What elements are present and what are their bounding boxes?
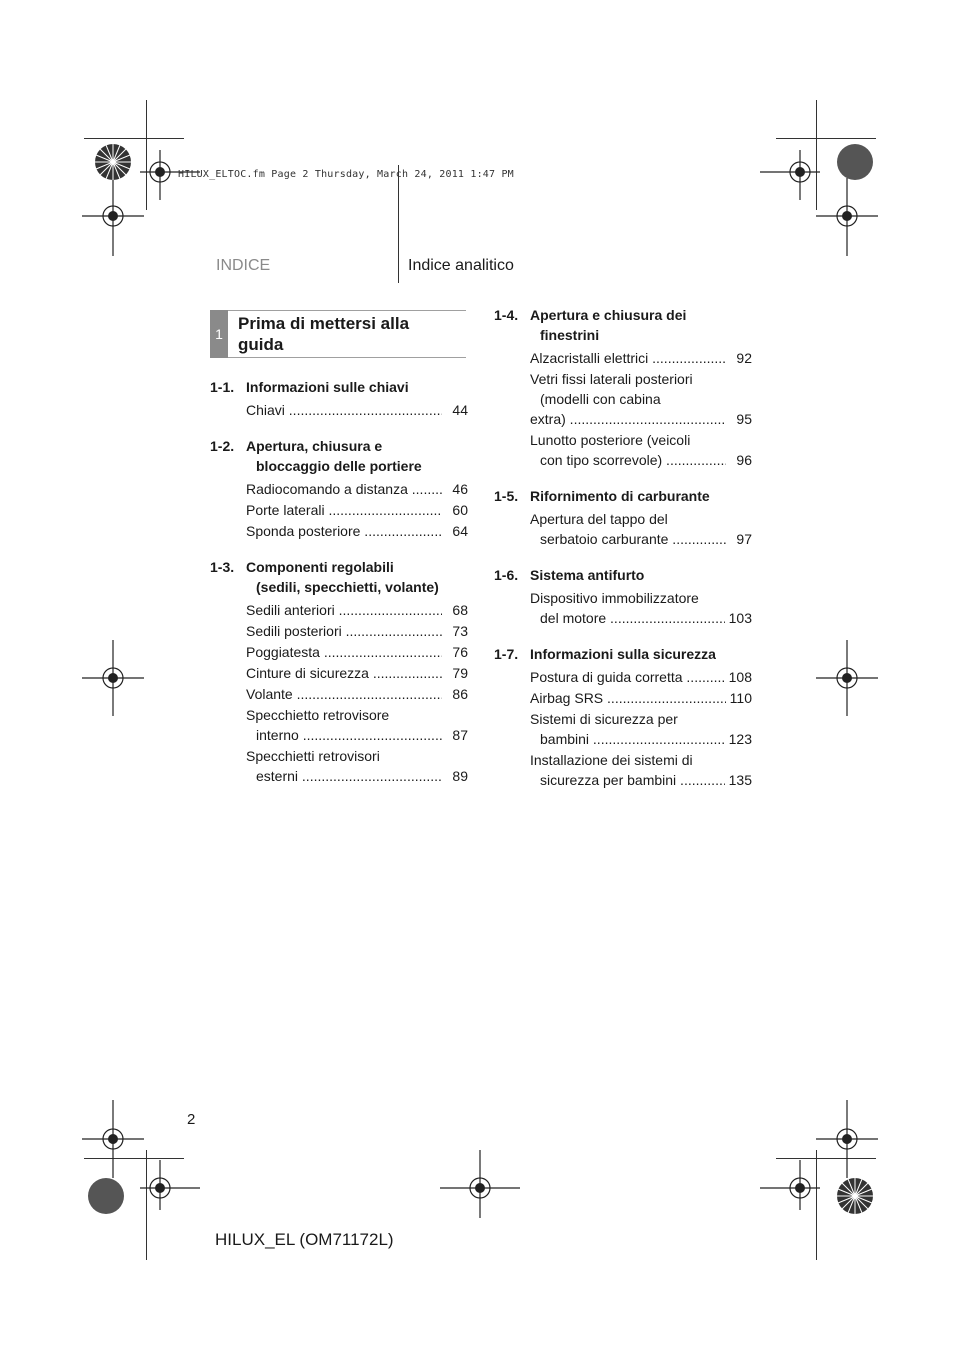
section-rule (228, 310, 466, 311)
toc-entry-line: Alzacristalli elettrici ..... (530, 350, 726, 366)
toc-group-title-line: bloccaggio delle portiere (256, 458, 422, 474)
toc-entry-line: Sedili anteriori ..... (246, 602, 442, 618)
toc-entry-text (246, 663, 442, 683)
toc-entry-page: 108 (728, 669, 752, 685)
toc-entry[interactable] (210, 521, 468, 541)
toc-entry-page: 97 (736, 531, 752, 547)
section-rule (228, 357, 466, 358)
toc-entry-line: Sedili posteriori ..... (246, 623, 442, 639)
toc-entry-line: bambini ..... (530, 729, 725, 749)
toc-entry-line: serbatoio carburante ..... (530, 529, 726, 549)
toc-entry-line: Poggiatesta ..... (246, 644, 442, 660)
toc-group-number: 1-1. (210, 379, 235, 395)
toc-entry-page: 68 (452, 602, 468, 618)
toc-entry-line: Postura di guida corretta ..... (530, 669, 725, 685)
toc-entry-page: 89 (452, 768, 468, 784)
crosshair-icon (140, 1160, 200, 1210)
toc-entry[interactable] (210, 621, 468, 641)
toc-entry-text (246, 400, 442, 420)
toc-group-number: 1-4. (494, 307, 519, 323)
toc-group-title (246, 557, 468, 597)
toc-group (494, 565, 752, 628)
toc-entry-text (530, 348, 726, 368)
toc-entry[interactable] (210, 684, 468, 704)
toc-entry-line: extra) ..... (530, 409, 726, 429)
section-number: 1 (210, 310, 228, 358)
toc-entry-text (246, 642, 442, 662)
toc-group-heading (210, 377, 468, 397)
toc-group-heading (210, 557, 468, 597)
toc-group-title (246, 377, 468, 397)
toc-entry-page: 64 (452, 523, 468, 539)
toc-entry-text (246, 479, 442, 499)
toc-entry-line: Dispositivo immobilizzatore (530, 590, 699, 606)
toc-group-title (246, 436, 468, 476)
toc-entry-page: 96 (736, 452, 752, 468)
toc-group-title (530, 305, 752, 345)
toc-group-title-line: Componenti regolabili (246, 559, 394, 575)
toc-entry[interactable] (210, 663, 468, 683)
toc-entry-line: (modelli con cabina (540, 391, 661, 407)
toc-entry-page: 79 (452, 665, 468, 681)
toc-entry-line: del motore ..... (530, 608, 725, 628)
toc-group-number: 1-2. (210, 438, 235, 454)
toc-entry[interactable] (210, 705, 468, 745)
toc-entry-page: 135 (728, 772, 752, 788)
toc-group (494, 486, 752, 549)
toc-entry-page: 92 (736, 350, 752, 366)
toc-entry-text (530, 750, 725, 790)
toc-group-heading (494, 644, 752, 664)
header-index-label: INDICE (216, 257, 271, 274)
toc-entry-line: sicurezza per bambini ..... (530, 770, 725, 790)
toc-group-number: 1-3. (210, 559, 235, 575)
toc-group-number: 1-7. (494, 646, 519, 662)
section-header (210, 310, 466, 358)
toc-entry-page: 46 (452, 481, 468, 497)
toc-entry-text (530, 688, 726, 708)
toc-entry-line: Specchietti retrovisori (246, 748, 380, 764)
toc-entry[interactable] (494, 750, 752, 790)
toc-entry-line: esterni ..... (246, 766, 442, 786)
toc-entry-page: 60 (452, 502, 468, 518)
crosshair-icon (760, 1160, 820, 1210)
starburst-target-icon (837, 1178, 873, 1214)
toc-group-title-line: Apertura e chiusura dei (530, 307, 687, 323)
starburst-target-icon (95, 144, 131, 180)
toc-entry[interactable] (494, 588, 752, 628)
toc-group-title-line: Sistema antifurto (530, 567, 645, 583)
toc-group-number: 1-5. (494, 488, 519, 504)
toc-entry-line: Sistemi di sicurezza per (530, 711, 678, 727)
toc-group (494, 305, 752, 470)
toc-group-title (530, 486, 752, 506)
toc-entry[interactable] (494, 348, 752, 368)
print-info: HILUX_ELTOC.fm Page 2 Thursday, March 24, 2011 1:47 PM (178, 169, 514, 180)
toc-entry-text (246, 684, 442, 704)
toc-entry-line: Chiavi ..... (246, 402, 442, 418)
toc-entry-page: 73 (452, 623, 468, 639)
toc-entry-text (530, 588, 725, 628)
toc-group (494, 644, 752, 790)
page-number: 2 (187, 1111, 196, 1128)
toc-entry[interactable] (494, 509, 752, 549)
toc-entry-line: Lunotto posteriore (veicoli (530, 432, 691, 448)
toc-entry-text (246, 521, 442, 541)
toc-group-title-line: Rifornimento di carburante (530, 488, 710, 504)
toc-entry-page: 86 (452, 686, 468, 702)
toc-group-title-line: Informazioni sulle chiavi (246, 379, 409, 395)
toc-entry-line: Porte laterali ..... (246, 502, 442, 518)
toc-group-title (530, 565, 752, 585)
toc-entry-line: interno ..... (246, 725, 442, 745)
toc-entry[interactable] (210, 746, 468, 786)
toc-entry-line: con tipo scorrevole) ..... (530, 450, 726, 470)
toc-entry-page: 123 (728, 731, 752, 747)
toc-entry-line: Airbag SRS ..... (530, 690, 726, 706)
toc-entry-page: 87 (452, 727, 468, 743)
toc-entry-text (246, 500, 442, 520)
toc-group-title-line: finestrini (540, 327, 600, 343)
toc-entry-line: Volante ..... (246, 686, 442, 702)
toc-entry-line: Cinture di sicurezza ..... (246, 665, 442, 681)
header-title: Indice analitico (408, 257, 514, 274)
toc-entry-page: 103 (728, 610, 752, 626)
toc-group-heading (494, 565, 752, 585)
toc-entry-page: 110 (729, 690, 752, 706)
toc-group-number: 1-6. (494, 567, 519, 583)
toc-entry-line: Specchietto retrovisore (246, 707, 390, 723)
toc-entry-line: Vetri fissi laterali posteriori (530, 371, 693, 387)
toc-entry-page: 95 (736, 411, 752, 427)
toc-entry-text (530, 667, 725, 687)
toc-entry-text (246, 746, 442, 786)
toc-entry-line: Installazione dei sistemi di (530, 752, 693, 768)
toc-entry-text (246, 621, 442, 641)
toc-group-title-line: Informazioni sulla sicurezza (530, 646, 716, 662)
toc-entry-text (246, 705, 442, 745)
starburst-target-icon (837, 144, 873, 180)
toc-column-right (494, 305, 752, 806)
toc-group-title-line: Apertura, chiusura e (246, 438, 383, 454)
toc-entry-text (530, 430, 726, 470)
toc-entry[interactable] (210, 400, 468, 420)
toc-group-heading (494, 305, 752, 345)
toc-entry-line: Radiocomando a distanza ..... (246, 481, 442, 497)
toc-group (210, 377, 468, 420)
toc-entry[interactable] (494, 667, 752, 687)
crosshair-icon (760, 150, 820, 200)
document-code: HILUX_EL (OM71172L) (215, 1230, 394, 1249)
toc-group-title (530, 644, 752, 664)
toc-entry[interactable] (494, 369, 752, 429)
toc-entry-line: Apertura del tappo del (530, 511, 668, 527)
starburst-target-icon (88, 1178, 124, 1214)
toc-group (210, 557, 468, 786)
toc-entry[interactable] (210, 479, 468, 499)
toc-entry-text (530, 369, 726, 429)
toc-entry[interactable] (210, 642, 468, 662)
toc-group-title-line: (sedili, specchietti, volante) (256, 579, 439, 595)
toc-entry[interactable] (210, 500, 468, 520)
toc-entry-page: 76 (452, 644, 468, 660)
toc-entry[interactable] (494, 709, 752, 749)
toc-entry-text (530, 709, 725, 749)
toc-entry-text (530, 509, 726, 549)
section-title: Prima di mettersi alla guida (238, 314, 410, 354)
toc-entry-text (246, 600, 442, 620)
toc-entry[interactable] (494, 688, 752, 708)
toc-group (210, 436, 468, 541)
toc-group-heading (494, 486, 752, 506)
toc-entry[interactable] (494, 430, 752, 470)
toc-entry[interactable] (210, 600, 468, 620)
toc-group-heading (210, 436, 468, 476)
toc-column-left (210, 377, 468, 802)
toc-entry-page: 44 (452, 402, 468, 418)
toc-entry-line: Sponda posteriore ..... (246, 523, 442, 539)
